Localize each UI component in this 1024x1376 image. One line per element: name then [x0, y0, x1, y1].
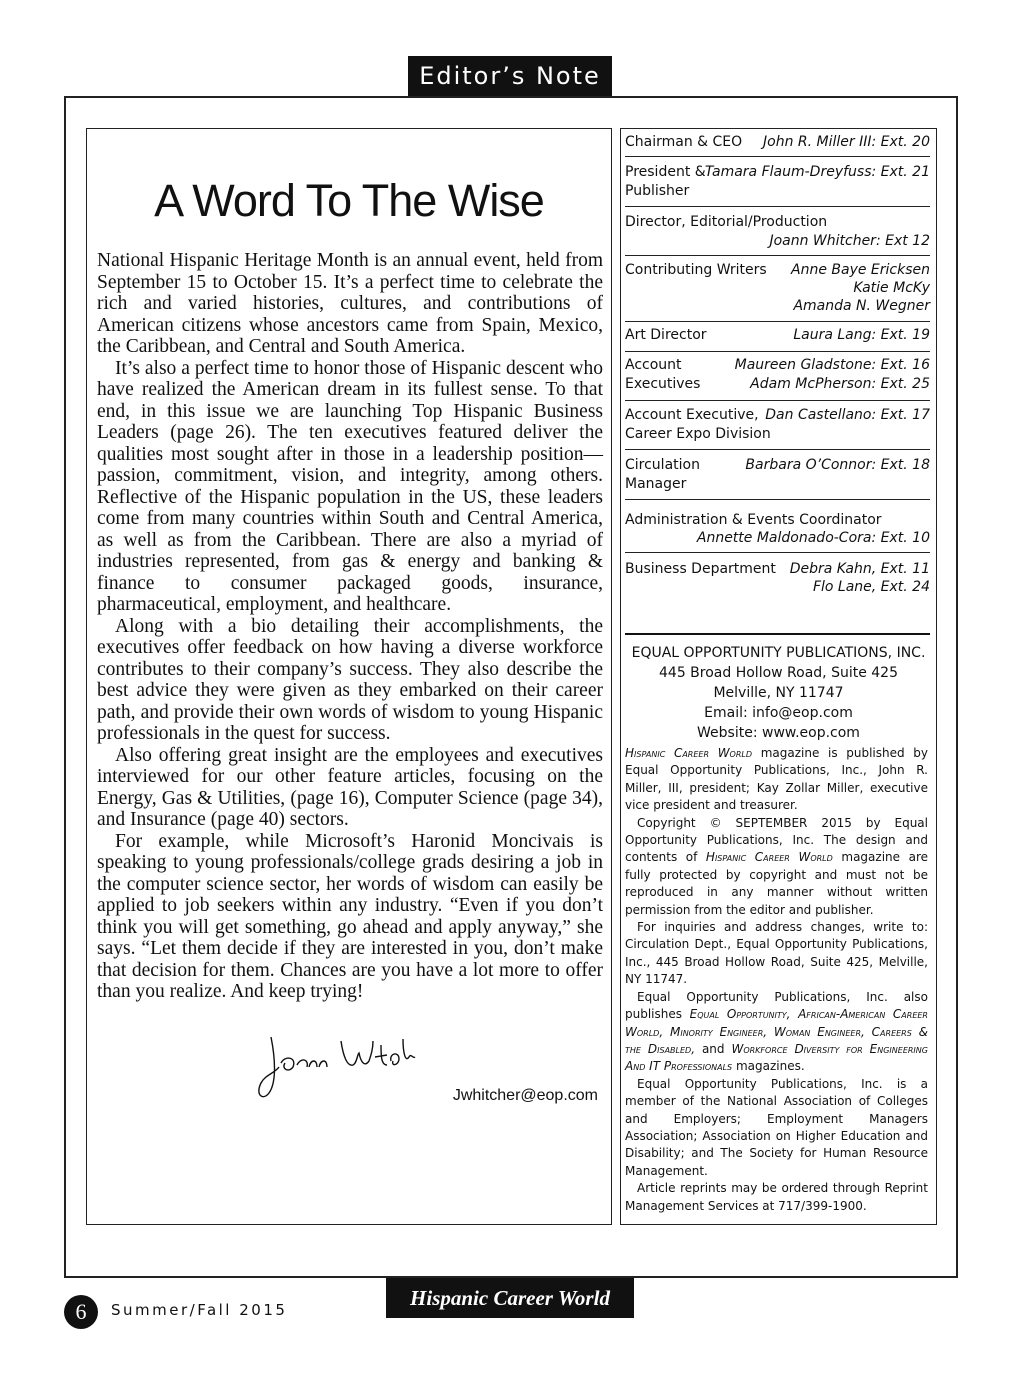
masthead-value: Anne Baye Ericksen	[791, 262, 930, 278]
masthead-value: Barbara O’Connor: Ext. 18	[745, 457, 930, 473]
masthead-label: President &	[625, 164, 706, 180]
article-paragraph: National Hispanic Heritage Month is an annual event, held from September 15 to October 15. It’s a perfect time to celebrate the rich and varied histories, cultures, and contributions of American citizens whose ancestors came from Spain, Mexico, the Caribbean, and Central and South America.	[97, 250, 603, 357]
publisher-address: 445 Broad Hollow Road, Suite 425	[659, 665, 898, 681]
publisher-name: EQUAL OPPORTUNITY PUBLICATIONS, INC.	[631, 645, 926, 661]
divider	[625, 499, 930, 500]
magazine-name: Hispanic Career World	[625, 746, 753, 760]
masthead-value: Joann Whitcher: Ext 12	[769, 233, 930, 249]
fine-print	[625, 745, 928, 1215]
article-paragraph: Also offering great insight are the employees and executives interviewed for our other feature articles, focusing on the Energy, Gas & Utilities, (page 16), Computer Science (page 34), and Insurance (page 40) sectors.	[97, 744, 603, 830]
article-title: A Word To The Wise	[154, 175, 544, 226]
masthead-label: Executives	[625, 376, 701, 392]
masthead-label: Director, Editorial/Production	[625, 214, 828, 230]
page-number: 6	[64, 1295, 98, 1329]
fine-print-paragraph: For inquiries and address changes, write to: Circulation Dept., Equal Opportunity Publications, Inc., 445 Broad Hollow Road, Suite 425, Melville, NY 11747.	[625, 920, 928, 987]
divider	[625, 449, 930, 450]
magazine-name: Hispanic Career World	[705, 850, 833, 865]
fine-text: magazine is published by Equal Opportunity Publications, Inc., John R. Miller, III, president; Kay Zollar Miller, executive vice president and treasurer.	[625, 746, 929, 813]
masthead-label: Art Director	[625, 327, 707, 343]
fine-print-paragraph	[625, 745, 928, 815]
masthead-value: Laura Lang: Ext. 19	[793, 327, 930, 343]
fine-text: Equal Opportunity Publications, Inc. also publishes	[625, 989, 928, 1022]
section-tab: Editor’s Note	[408, 56, 612, 96]
masthead-value: John R. Miller III: Ext. 20	[763, 134, 930, 150]
fine-text: and	[695, 1041, 732, 1056]
masthead-label: Publisher	[625, 183, 690, 199]
article-box	[86, 128, 612, 1225]
masthead-value: Katie McKy	[853, 280, 930, 296]
fine-print-paragraph	[625, 815, 928, 919]
masthead-box	[620, 128, 937, 1225]
masthead-value: Maureen Gladstone: Ext. 16	[734, 357, 930, 373]
editor-signature	[257, 1027, 417, 1109]
masthead-value: Dan Castellano: Ext. 17	[765, 407, 930, 423]
publisher-email[interactable]: Email: info@eop.com	[704, 705, 853, 721]
divider	[625, 633, 930, 635]
magazine-titles: Equal Opportunity, African-American Career World, Minority Engineer, Woman Engineer, Careers & the Disabled,	[625, 1007, 928, 1056]
divider	[625, 351, 930, 352]
masthead-label: Manager	[625, 476, 687, 492]
masthead-value: Debra Kahn, Ext. 11	[789, 561, 930, 577]
divider	[625, 400, 930, 401]
publisher-block	[621, 643, 936, 743]
publisher-city: Melville, NY 11747	[713, 685, 844, 701]
masthead-label: Administration & Events Coordinator	[625, 512, 882, 528]
divider	[625, 552, 930, 553]
masthead-label: Business Department	[625, 561, 776, 577]
masthead-value: Tamara Flaum-Dreyfuss: Ext. 21	[704, 164, 930, 180]
fine-print-paragraph	[625, 989, 928, 1076]
fine-print-paragraph: Equal Opportunity Publications, Inc. is a member of the National Association of Colleges and Employers; Employment Managers Association; Association on Higher Education and Disability; and The Society for Human Resource Management.	[625, 1076, 928, 1178]
magazine-title-tab: Hispanic Career World	[386, 1278, 634, 1318]
masthead-value: Flo Lane, Ext. 24	[812, 579, 930, 595]
masthead-label: Contributing Writers	[625, 262, 767, 278]
divider	[625, 206, 930, 207]
divider	[625, 156, 930, 157]
divider	[625, 255, 930, 256]
masthead-value: Amanda N. Wegner	[793, 298, 930, 314]
fine-text: magazine are fully protected by copyright and must not be reproduced in any manner without written permission from the editor and publisher.	[625, 850, 928, 917]
article-paragraph: Along with a bio detailing their accomplishments, the executives offer feedback on how having a diverse workforce contributes to their company’s success. They also describe the best advice they were given as they embarked on their career path, and provide their own words of wisdom to young Hispanic professionals in the quest for success.	[97, 615, 603, 744]
masthead-label: Career Expo Division	[625, 426, 771, 442]
divider	[625, 321, 930, 322]
masthead-value: Annette Maldonado-Cora: Ext. 10	[696, 530, 930, 546]
editor-email[interactable]: Jwhitcher@eop.com	[452, 1087, 598, 1104]
masthead-label: Account Executive,	[625, 407, 759, 423]
fine-text: Copyright © SEPTEMBER 2015 by Equal Opportunity Publications, Inc. The design and contents of	[625, 815, 928, 865]
publisher-website[interactable]: Website: www.eop.com	[697, 725, 860, 741]
issue-label: Summer/Fall 2015	[111, 1301, 288, 1319]
masthead-label: Circulation	[625, 457, 700, 473]
masthead-value: Adam McPherson: Ext. 25	[750, 376, 930, 392]
masthead-label: Account	[625, 357, 682, 373]
fine-print-paragraph: Article reprints may be ordered through Reprint Management Services at 717/399-1900.	[625, 1181, 928, 1213]
article-body	[97, 250, 603, 1003]
masthead-label: Chairman & CEO	[625, 134, 743, 150]
magazine-titles: Workforce Diversity for Engineering And IT Professionals	[625, 1041, 928, 1074]
article-paragraph: For example, while Microsoft’s Haronid Moncivais is speaking to young professionals/college grads desiring a job in the computer science sector, her words of wisdom can easily be applied to job seekers within any industry. “Even if you don’t think you will get something, go ahead and apply anyway,” she says. “Let them decide if they are interested in you, don’t make that decision for them. Chances are you have a lot more to offer than you realize. And keep trying!	[97, 830, 603, 1002]
fine-text: magazines.	[732, 1059, 805, 1074]
article-paragraph: It’s also a perfect time to honor those of Hispanic descent who have realized the American dream in its fullest sense. To that end, in this issue we are launching Top Hispanic Business Leaders (page 26). The ten executives featured deliver the qualities most sought after in those in a leadership position—passion, commitment, vision, and integrity, among others. Reflective of the Hispanic population in the US, these leaders come from many countries within South and Central America, as well as from the Caribbean. There are also a myriad of industries represented, from gas & energy and banking & finance to consumer packaged goods, insurance, pharmaceutical, employment, and healthcare.	[97, 357, 603, 615]
